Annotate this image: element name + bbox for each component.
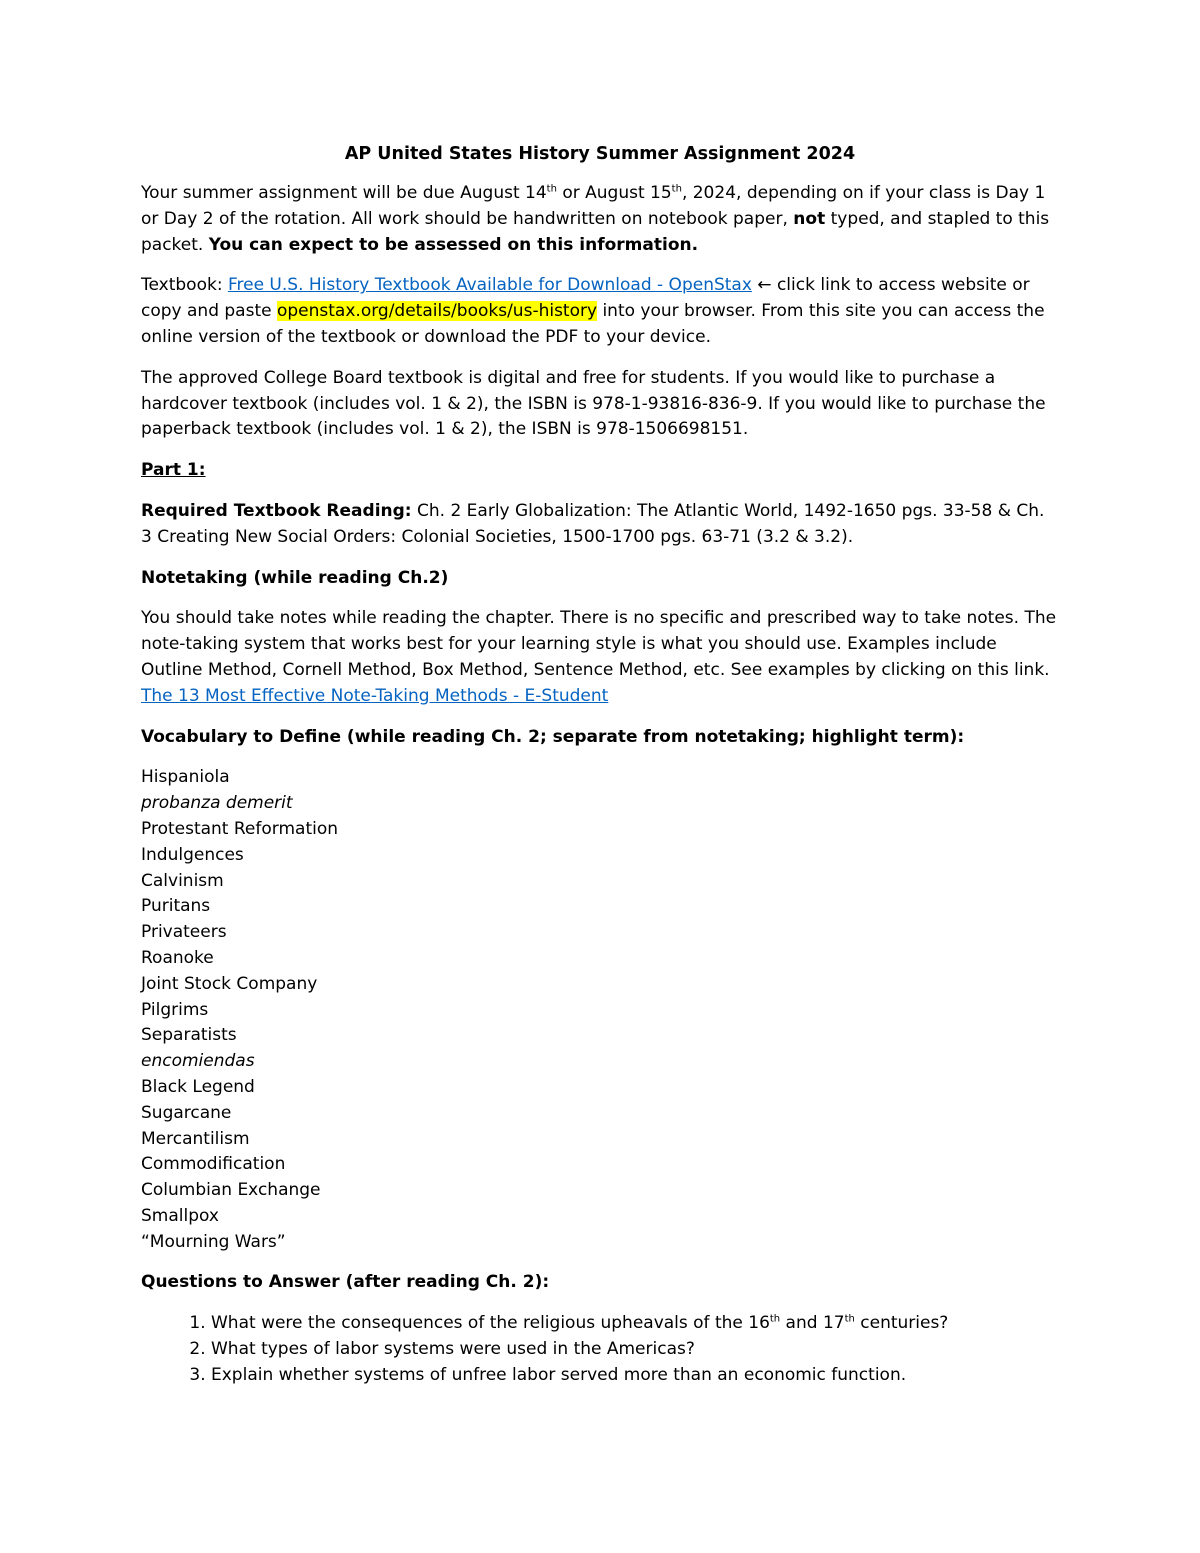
intro-not: not: [793, 208, 826, 229]
vocab-term: Black Legend: [141, 1076, 255, 1097]
vocab-term: Roanoke: [141, 947, 214, 968]
vocab-term: “Mourning Wars”: [141, 1231, 286, 1252]
intro-text-2: or August 15: [556, 183, 672, 203]
textbook-label: Textbook:: [141, 275, 228, 296]
question-1-text-a: What were the consequences of the religious upheavals of the 16: [211, 1313, 770, 1334]
questions-heading: Questions to Answer (after reading Ch. 2):: [141, 1272, 550, 1293]
part-1-heading: Part 1:: [141, 460, 206, 481]
vocab-term: Mercantilism: [141, 1128, 250, 1149]
vocab-term: probanza demerit: [141, 793, 293, 814]
question-1-text-c: centuries?: [854, 1313, 949, 1334]
vocabulary-list: [141, 765, 1059, 1255]
intro-text-1: Your summer assignment will be due August 14: [141, 183, 547, 203]
question-1-sup-1: th: [769, 1313, 781, 1325]
openstax-url-highlight: openstax.org/details/books/us-history: [276, 301, 598, 322]
vocab-term: Indulgences: [141, 844, 244, 865]
vocab-term: encomiendas: [141, 1051, 255, 1072]
question-1-sup-2: th: [844, 1313, 855, 1325]
textbook-paragraph: [141, 273, 1059, 350]
note-taking-methods-link[interactable]: The 13 Most Effective Note-Taking Methods - E-Student: [141, 685, 609, 706]
intro-assessed-note: You can expect to be assessed on this information.: [208, 234, 699, 255]
vocab-term: Pilgrims: [141, 999, 209, 1020]
required-reading-text: Ch. 2 Early Globalization: The Atlantic World, 1492-1650 pgs. 33-58 & Ch. 3 Creating New Social Orders: Colonial Societies, 1500-1700 pgs. 63-71 (3.2 & 3.2).: [141, 500, 1045, 547]
vocabulary-heading: Vocabulary to Define (while reading Ch. 2; separate from notetaking; highlight term):: [141, 726, 965, 747]
vocab-term: Protestant Reformation: [141, 818, 339, 839]
vocab-term: Separatists: [141, 1025, 237, 1046]
vocab-term: Calvinism: [141, 870, 224, 891]
vocab-term: Commodification: [141, 1154, 286, 1175]
vocab-term: Joint Stock Company: [141, 973, 318, 994]
document-page: [141, 142, 1059, 1389]
notetaking-heading: Notetaking (while reading Ch.2): [141, 567, 449, 588]
intro-paragraph: [141, 181, 1059, 258]
vocab-term: Columbian Exchange: [141, 1180, 321, 1201]
questions-list: [141, 1311, 1059, 1388]
question-item: [211, 1311, 1059, 1337]
intro-text-3: , 2024, depending on if your class is Day 1 or Day 2 of the rotation. All work should be handwritten on notebook paper,: [141, 183, 1046, 229]
textbook-instructions: ← click link to access website or copy and paste: [141, 275, 1030, 322]
notetaking-text: You should take notes while reading the chapter. There is no specific and prescribed way to take notes. The note-taking system that works best for your learning style is what you should use. Examples include Outline Method, Cornell Method, Box Method, Sentence Method, etc. See examples by clicking on this link.: [141, 608, 1057, 680]
approved-textbook-paragraph: The approved College Board textbook is digital and free for students. If you would like to purchase a hardcover textbook (includes vol. 1 & 2), the ISBN is 978-1-93816-836-9. If you would like to purchase the paperback textbook (includes vol. 1 & 2), the ISBN is 978-1506698151.: [141, 367, 1046, 440]
required-reading-paragraph: [141, 499, 1059, 551]
textbook-instructions-end: into your browser. From this site you can access the online version of the textbook or download the PDF to your device.: [141, 301, 1045, 347]
question-1-text-b: and 17: [780, 1313, 845, 1334]
vocab-term: Smallpox: [141, 1205, 219, 1226]
question-item: 3. Explain whether systems of unfree labor served more than an economic function.: [211, 1363, 1059, 1389]
document-title: AP United States History Summer Assignment 2024: [344, 144, 856, 164]
required-reading-label: Required Textbook Reading:: [141, 500, 412, 521]
vocab-term: Puritans: [141, 896, 211, 917]
vocab-term: Sugarcane: [141, 1102, 232, 1123]
openstax-link[interactable]: Free U.S. History Textbook Available for Download - OpenStax: [227, 275, 752, 296]
intro-sup-1: th: [546, 183, 557, 195]
vocab-term: Hispaniola: [141, 767, 230, 788]
vocab-term: Privateers: [141, 922, 227, 943]
intro-text-4: typed, and stapled to this packet.: [141, 208, 1050, 255]
question-item: 2. What types of labor systems were used in the Americas?: [211, 1337, 1059, 1363]
intro-sup-2: th: [671, 183, 682, 195]
notetaking-paragraph: [141, 606, 1059, 709]
